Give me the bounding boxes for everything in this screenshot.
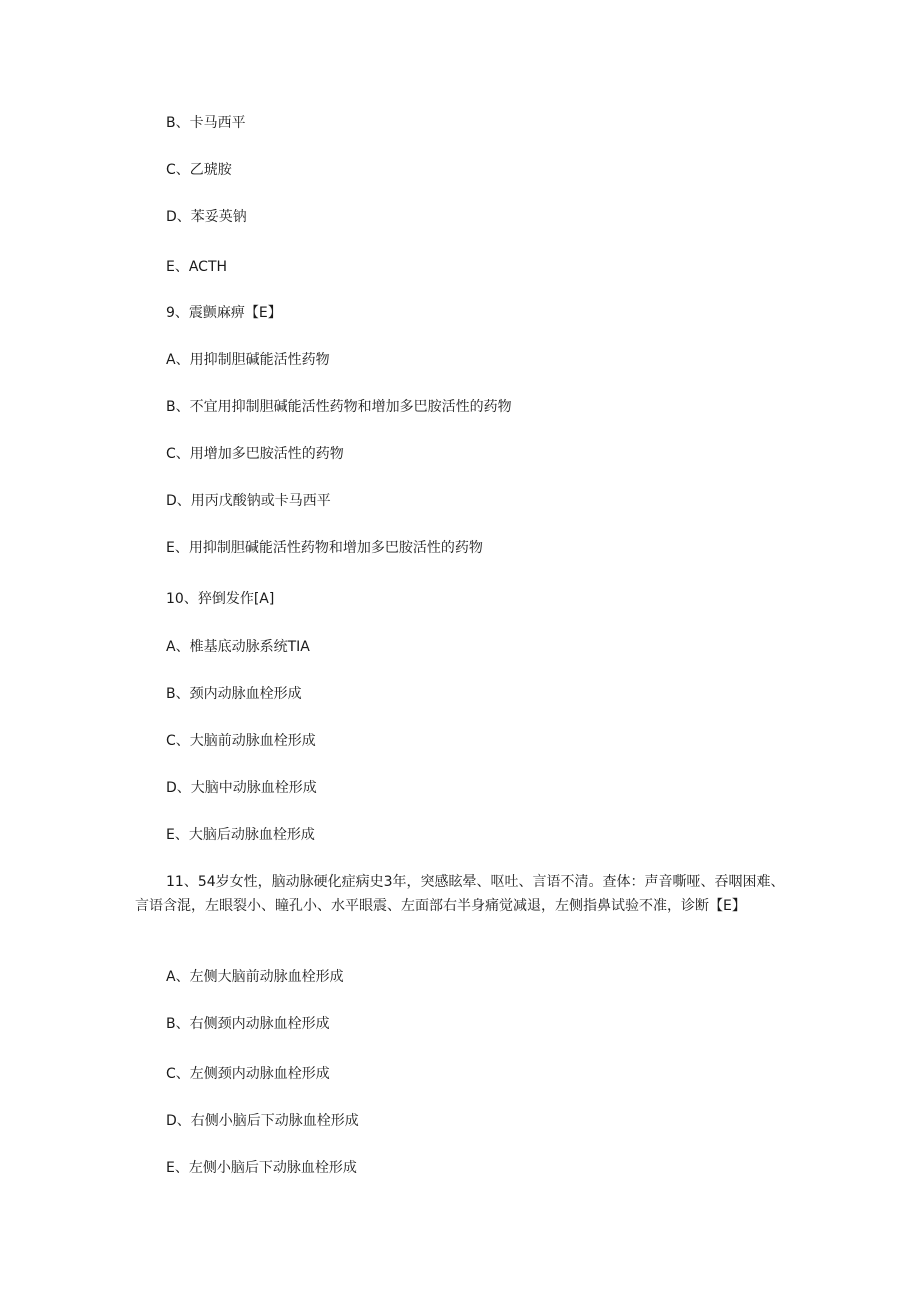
q11-option-d: D、右侧小脑后下动脉血栓形成 bbox=[166, 1113, 359, 1129]
q10-option-c: C、大脑前动脉血栓形成 bbox=[166, 733, 316, 749]
q9-stem: 9、震颤麻痹【E】 bbox=[166, 305, 282, 321]
q11-stem-text: 11、54岁女性，脑动脉硬化症病史3年，突感眩晕、呕吐、言语不清。查体：声音嘶哑、吞咽困难、言语含混，左眼裂小、瞳孔小、水平眼震、左面部右半身痛觉减退，左侧指鼻试验不准，诊断【E】 bbox=[135, 874, 785, 914]
q10-option-a: A、椎基底动脉系统TIA bbox=[166, 639, 310, 655]
q10-option-b: B、颈内动脉血栓形成 bbox=[166, 686, 302, 702]
q8-option-b: B、卡马西平 bbox=[166, 115, 246, 131]
q11-stem bbox=[135, 870, 785, 918]
q10-stem: 10、猝倒发作[A] bbox=[166, 591, 275, 607]
q10-option-e: E、大脑后动脉血栓形成 bbox=[166, 827, 315, 843]
q11-option-a: A、左侧大脑前动脉血栓形成 bbox=[166, 969, 344, 985]
q11-option-e: E、左侧小脑后下动脉血栓形成 bbox=[166, 1160, 357, 1176]
q8-option-c: C、乙琥胺 bbox=[166, 162, 232, 178]
q9-option-a: A、用抑制胆碱能活性药物 bbox=[166, 352, 330, 368]
q9-option-d: D、用丙戊酸钠或卡马西平 bbox=[166, 493, 331, 509]
q8-option-e: E、ACTH bbox=[166, 259, 228, 275]
q8-option-d: D、苯妥英钠 bbox=[166, 209, 247, 225]
q9-option-c: C、用增加多巴胺活性的药物 bbox=[166, 446, 344, 462]
q9-option-e: E、用抑制胆碱能活性药物和增加多巴胺活性的药物 bbox=[166, 540, 483, 556]
q11-option-c: C、左侧颈内动脉血栓形成 bbox=[166, 1066, 330, 1082]
q11-option-b: B、右侧颈内动脉血栓形成 bbox=[166, 1016, 330, 1032]
q9-option-b: B、不宜用抑制胆碱能活性药物和增加多巴胺活性的药物 bbox=[166, 399, 512, 415]
q10-option-d: D、大脑中动脉血栓形成 bbox=[166, 780, 317, 796]
